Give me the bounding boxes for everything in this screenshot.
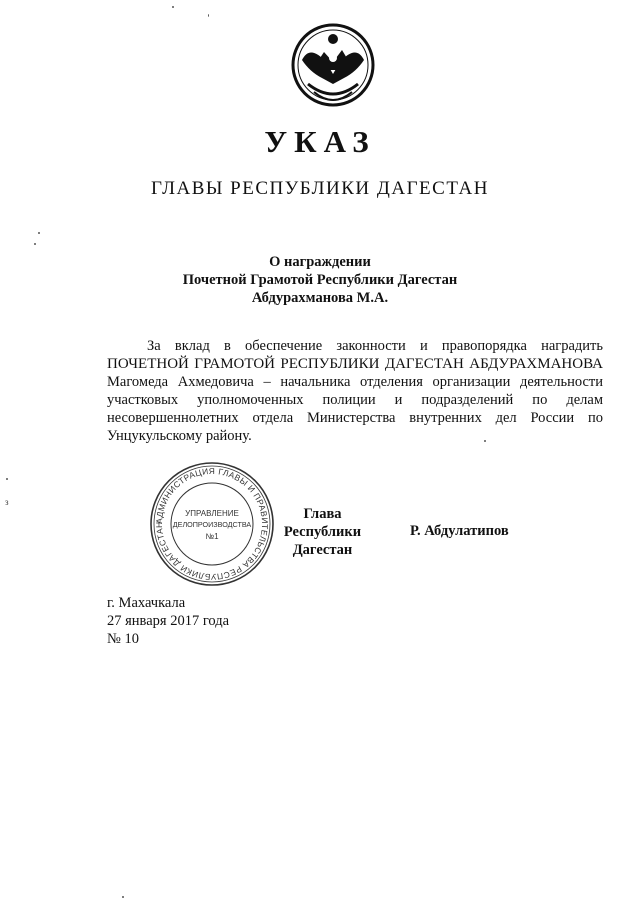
coat-of-arms-emblem — [290, 22, 376, 108]
subject-line-1: О награждении — [269, 254, 371, 270]
scan-speck — [172, 6, 174, 8]
stamp-center-line-2: ДЕЛОПРОИЗВОДСТВА — [172, 520, 252, 529]
decree-number: № 10 — [107, 631, 139, 647]
body-line: Магомеда Ахмедовича – начальника отделения организации деятельности — [107, 374, 603, 390]
stamp-center-line-3: №1 — [205, 532, 219, 541]
decree-body — [107, 337, 603, 445]
scan-speck — [122, 896, 124, 898]
body-line: участковых уполномоченных полиции и подразделений по делам — [107, 392, 603, 408]
signatory-position-line-2: Республики Дагестан — [283, 524, 362, 558]
scan-speck — [208, 14, 209, 17]
body-line: несовершеннолетних отдела Министерства внутренних дел России по — [107, 410, 603, 426]
stamp-center-line-1: УПРАВЛЕНИЕ — [185, 509, 239, 518]
decree-issuer: ГЛАВЫ РЕСПУБЛИКИ ДАГЕСТАН — [151, 178, 489, 199]
signatory-position — [255, 505, 390, 559]
scan-speck — [6, 478, 8, 480]
margin-mark: з — [5, 497, 9, 507]
body-line: ПОЧЕТНОЙ ГРАМОТОЙ РЕСПУБЛИКИ ДАГЕСТАН АБДУРАХМАНОВА — [107, 356, 603, 372]
decree-subject — [0, 253, 640, 307]
signatory-position-line-1: Глава — [303, 506, 342, 522]
decree-title: УКАЗ — [264, 124, 376, 159]
body-line: Унцукульскому району. — [107, 428, 252, 444]
place-of-issue: г. Махачкала — [107, 595, 186, 611]
signatory-name: Р. Абдулатипов — [410, 523, 509, 539]
scan-speck — [484, 440, 486, 442]
date-of-issue: 27 января 2017 года — [107, 613, 230, 629]
subject-line-2: Почетной Грамотой Республики Дагестан — [182, 272, 458, 288]
scan-speck — [38, 232, 40, 234]
stamp-ring-text: АДМИНИСТРАЦИЯ ГЛАВЫ И ПРАВИТЕЛЬСТВА РЕСПУБЛИКИ ДАГЕСТАН — [153, 465, 271, 583]
subject-line-3: Абдурахманова М.А. — [251, 290, 389, 306]
body-line: За вклад в обеспечение законности и правопорядка наградить — [147, 338, 603, 354]
scan-speck — [34, 243, 36, 245]
decree-footer — [107, 594, 229, 648]
